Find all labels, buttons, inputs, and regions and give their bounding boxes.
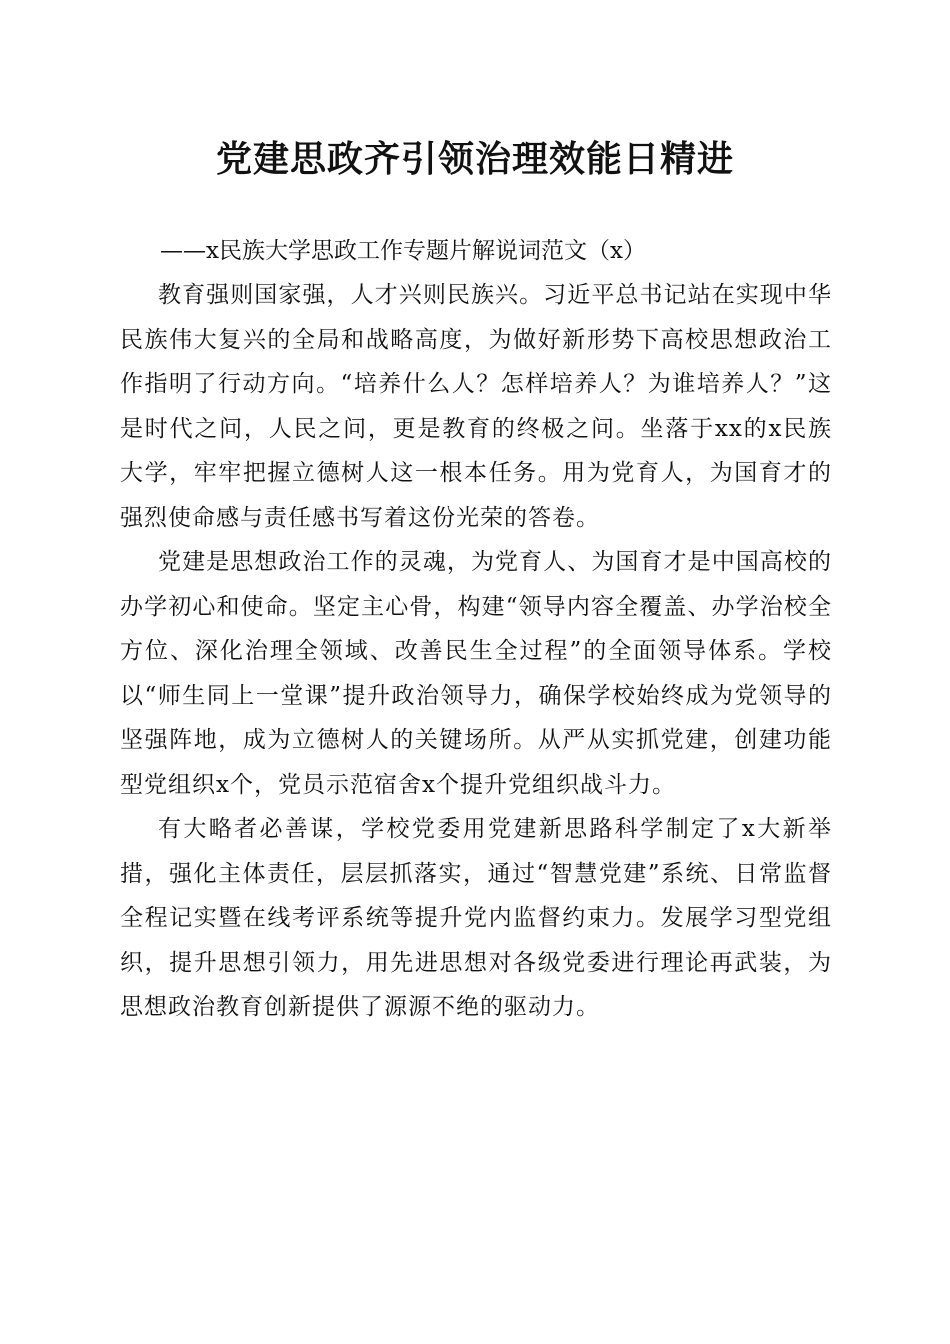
paragraph-1: 教育强则国家强，人才兴则民族兴。习近平总书记站在实现中华民族伟大复兴的全局和战略高度，为做好新形势下高校思想政治工作指明了行动方向。“培养什么人？怎样培养人？为谁培养人？”这是时代之问，人民之问，更是教育的终极之问。坐落于xx的x民族大学，牢牢把握立德树人这一根本任务。用为党育人，为国育才的强烈使命感与责任感书写着这份光荣的答卷。 (120, 282, 832, 531)
paragraph-2: 党建是思想政治工作的灵魂，为党育人、为国育才是中国高校的办学初心和使命。坚定主心骨，构建“领导内容全覆盖、办学治校全方位、深化治理全领域、改善民生全过程”的全面领导体系。学校以“师生同上一堂课”提升政治领导力，确保学校始终成为党领导的坚强阵地，成为立德树人的关键场所。从严从实抓党建，创建功能型党组织x个，党员示范宿舍x个提升党组织战斗力。 (120, 549, 832, 798)
document-subtitle: ——x民族大学思政工作专题片解说词范文（x） (160, 238, 646, 264)
paragraph-3: 有大略者必善谋，学校党委用党建新思路科学制定了x大新举措，强化主体责任，层层抓落实，通过“智慧党建”系统、日常监督全程记实暨在线考评系统等提升党内监督约束力。发展学习型党组织，提升思想引领力，用先进思想对各级党委进行理论再武装，为思想政治教育创新提供了源源不绝的驱动力。 (120, 816, 832, 1020)
document-body (120, 229, 832, 1030)
document-title: 党建思政齐引领治理效能日精进 (215, 138, 734, 180)
